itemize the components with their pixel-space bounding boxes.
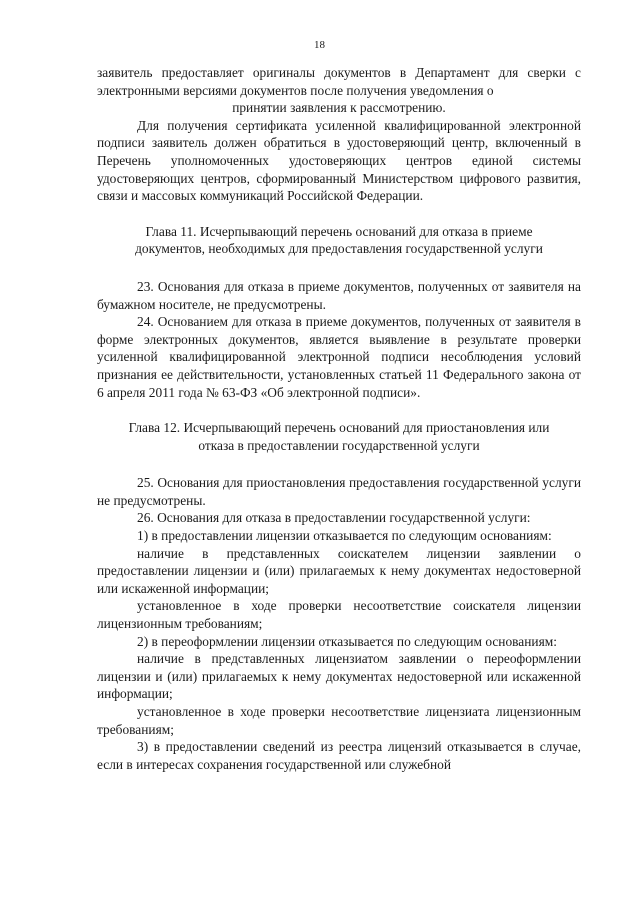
paragraph-certificate: Для получения сертификата усиленной квалифицированной электронной подписи заявитель должен обратиться в удостоверяющий центр, включенный в Перечень уполномоченных удостоверяющих центров единой системы удостоверяющих центров, сформированный Министерством цифрового развития, связи и массовых коммуникаций Российской Федерации. [97,117,581,204]
paragraph-26-item-2-a: наличие в представленных лицензиатом заявлении о переоформлении лицензии и (или) прилагаемых к нему документах недостоверной или искаженной информации; [97,651,581,702]
page-number: 18 [314,39,325,51]
chapter-12-title-line-2: отказа в предоставлении государственной услуги [198,437,480,453]
paragraph-26-item-1-b: установленное в ходе проверки несоответствие соискателя лицензии лицензионным требованиям; [97,598,581,632]
paragraph-23: 23. Основания для отказа в приеме документов, полученных от заявителя на бумажном носителе, не предусмотрены. [97,278,581,312]
document-body [97,64,581,773]
paragraph-continuation: заявитель предоставляет оригиналы документов в Департамент для сверки с электронными версиями документов после получения уведомления о [97,65,581,98]
paragraph-24: 24. Основанием для отказа в приеме документов, полученных от заявителя в форме электронных документов, является выявление в результате проверки усиленной квалифицированной электронной подписи несоблюдения условий признания ее действительности, установленных статьей 11 Федерального закона от 6 апреля 2011 года № 63-ФЗ «Об электронной подписи». [97,314,581,400]
paragraph-26-item-1: 1) в предоставлении лицензии отказывается по следующим основаниям: [137,528,552,544]
paragraph-26: 26. Основания для отказа в предоставлении государственной услуги: [137,510,531,526]
chapter-11-title-line-2: документов, необходимых для предоставления государственной услуги [135,241,543,257]
paragraph-26-item-3: 3) в предоставлении сведений из реестра лицензий отказывается в случае, если в интересах сохранения государственной или служебной [97,739,581,772]
paragraph-26-item-2-b: установленное в ходе проверки несоответствие лицензиата лицензионным требованиям; [97,704,581,737]
chapter-12-title-line-1: Глава 12. Исчерпывающий перечень оснований для приостановления или [128,420,550,436]
paragraph-26-item-1-a: наличие в представленных соискателем лицензии заявлении о предоставлении лицензии и (или) прилагаемых к нему документах недостоверной или искаженной информации; [97,545,581,596]
paragraph-25: 25. Основания для приостановления предоставления государственной услуги не предусмотрены. [97,475,581,508]
paragraph-26-item-2: 2) в переоформлении лицензии отказывается по следующим основаниям: [137,633,557,649]
paragraph-continuation-end: принятии заявления к рассмотрению. [232,100,446,116]
chapter-11-title-line-1: Глава 11. Исчерпывающий перечень оснований для отказа в приеме [145,223,533,239]
chapter-11-heading [97,223,581,258]
chapter-12-heading [97,419,581,454]
